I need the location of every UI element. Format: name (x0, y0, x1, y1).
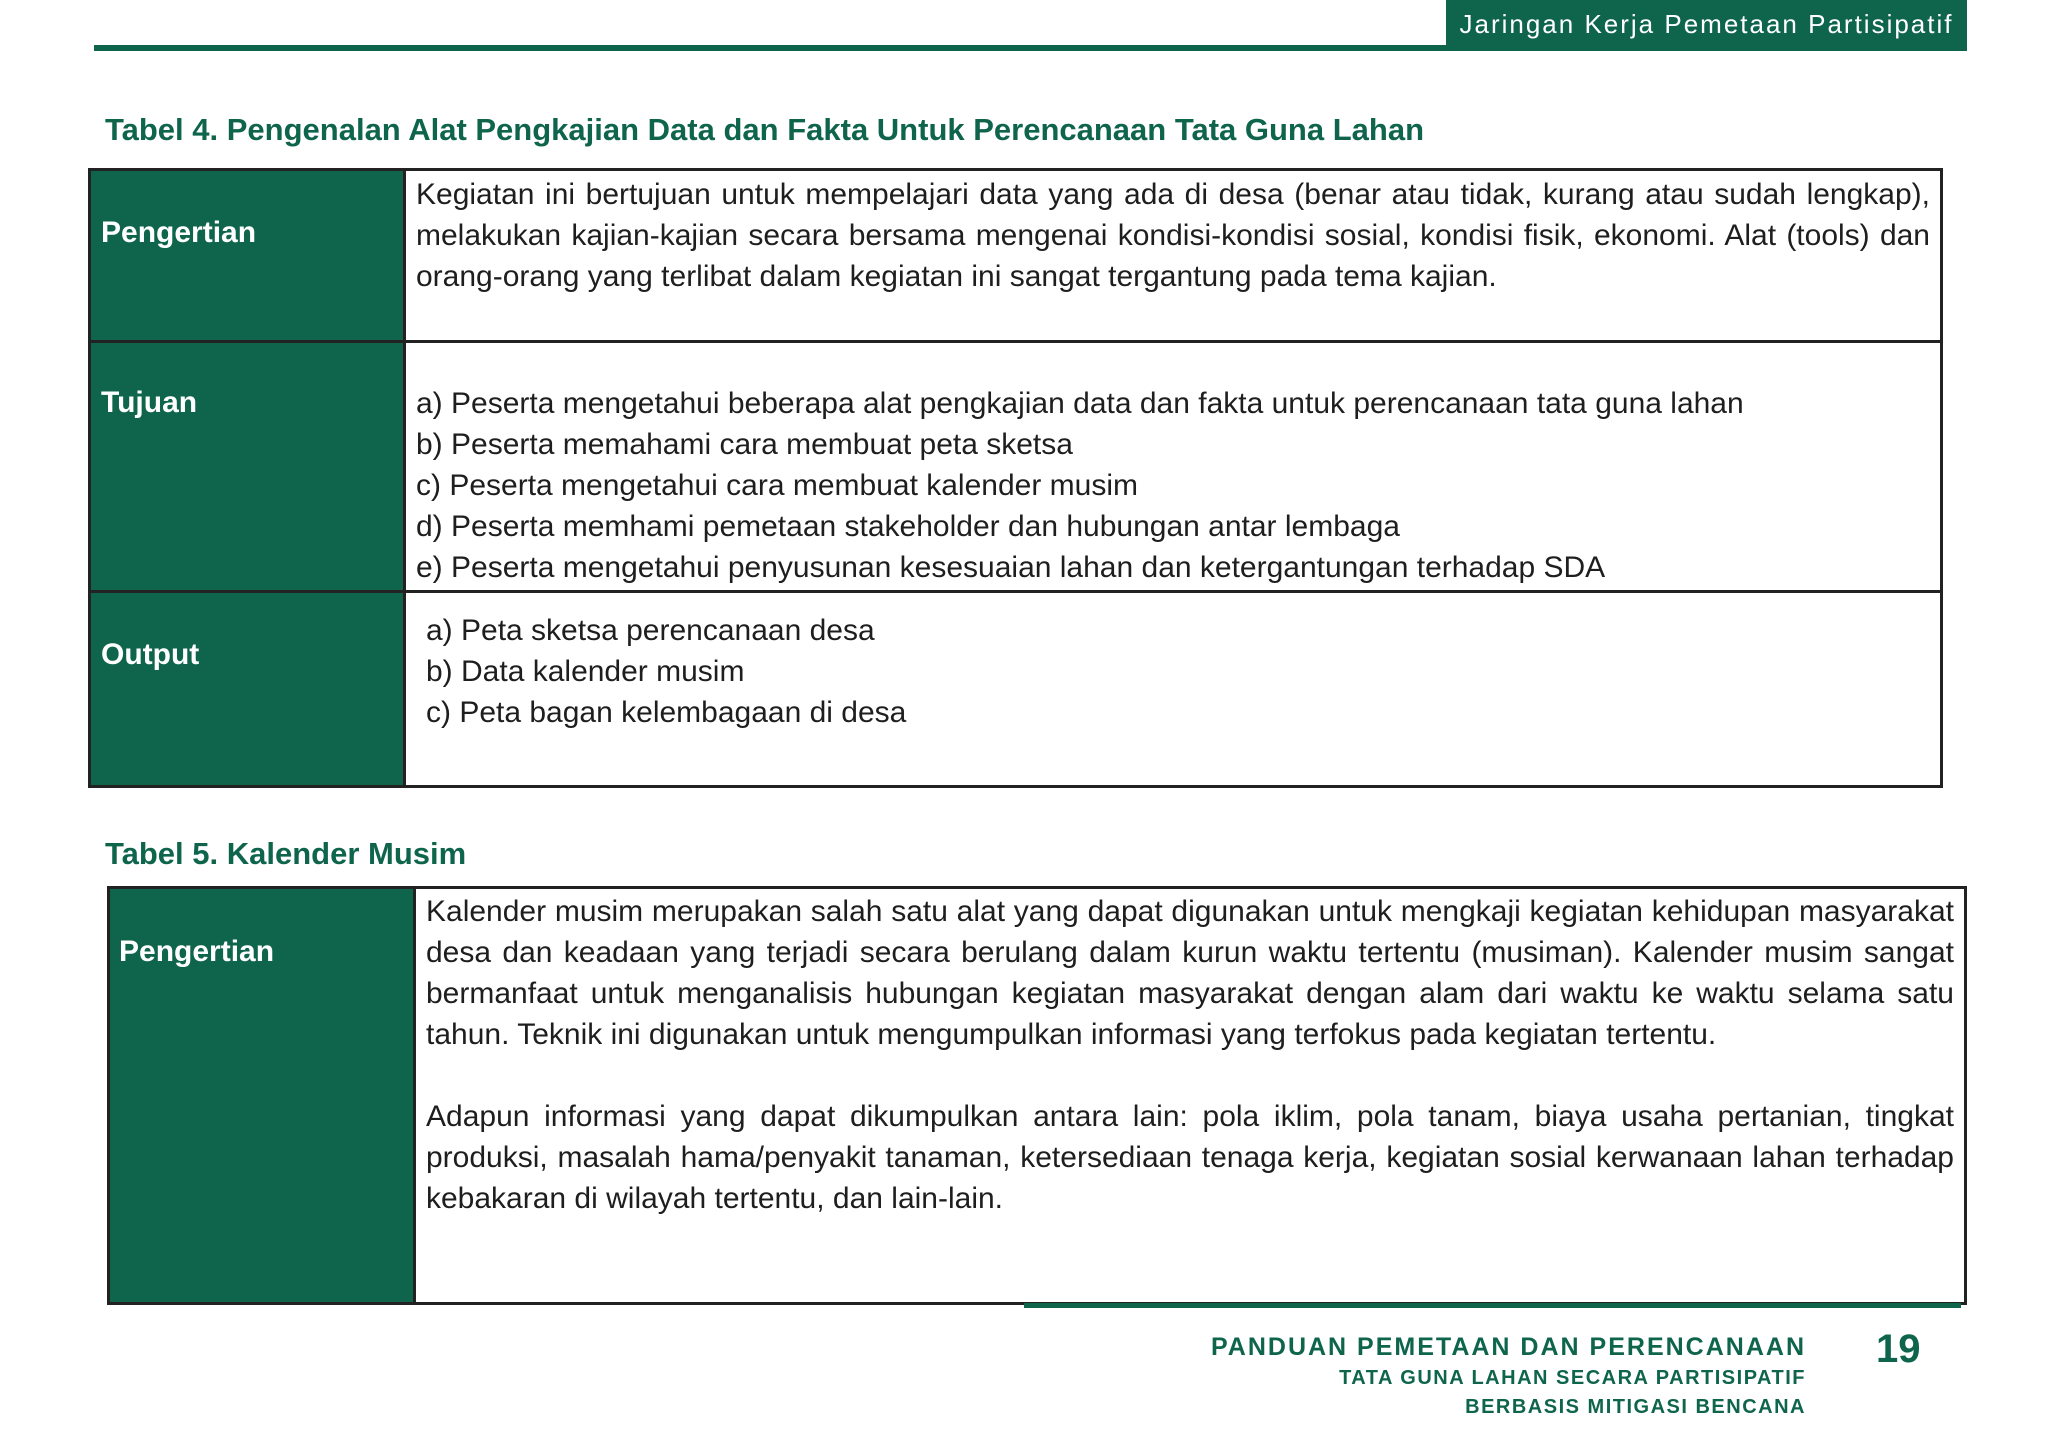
table5-row-pengertian (110, 889, 1964, 1302)
footer-line-2: TATA GUNA LAHAN SECARA PARTISIPATIF (1339, 1367, 1806, 1389)
table5-paragraph: Adapun informasi yang dapat dikumpulkan antara lain: pola iklim, pola tanam, biaya usaha pertanian, tingkat produksi, masalah hama/penyakit tanaman, ketersediaan tenaga kerja, kegiatan sosial kerwanaan lahan terhadap kebakaran di wilayah tertentu, dan lain-lain. (426, 1100, 1954, 1215)
table5-paragraph: Kalender musim merupakan salah satu alat yang dapat digunakan untuk mengkaji kegiatan kehidupan masyarakat desa dan keadaan yang terjadi secara berulang dalam kurun waktu tertentu (musiman). Kalender musim sangat bermanfaat untuk menganalisis hubungan kegiatan masyarakat dengan alam dari waktu ke waktu selama satu tahun. Teknik ini digunakan untuk mengumpulkan informasi yang terfokus pada kegiatan tertentu. (426, 895, 1954, 1051)
table4-row-pengertian (91, 171, 1940, 340)
table4-row-label-cell (91, 343, 406, 590)
list-item: d) Peserta memhami pemetaan stakeholder dan hubungan antar lembaga (416, 510, 1400, 543)
table4-row-content (406, 171, 1940, 340)
table5-row-label-cell (110, 889, 416, 1302)
footer-rule (1024, 1303, 1961, 1308)
list-item: b) Data kalender musim (426, 655, 745, 688)
table5-row-label: Pengertian (119, 935, 275, 968)
footer-book-title (1211, 1330, 1806, 1422)
table4-pengertian-text: Kegiatan ini bertujuan untuk mempelajari data yang ada di desa (benar atau tidak, kurang atau sudah lengkap), melakukan kajian-kajian secara bersama mengenai kondisi-kondisi sosial, kondisi fisik, ekonomi. Alat (tools) dan orang-orang yang terlibat dalam kegiatan ini sangat tergantung pada tema kajian. (416, 178, 1930, 293)
table4-row-label-cell (91, 593, 406, 785)
table4-row-content (406, 343, 1940, 590)
list-item: c) Peta bagan kelembagaan di desa (426, 696, 907, 729)
table4-title: Tabel 4. Pengenalan Alat Pengkajian Data dan Fakta Untuk Perencanaan Tata Guna Lahan (105, 112, 1425, 147)
table5-row-content (416, 889, 1964, 1302)
tujuan-list (416, 383, 1930, 588)
table4 (88, 168, 1943, 788)
table4-row-tujuan (91, 340, 1940, 590)
page-number: 19 (1876, 1327, 1921, 1371)
list-item: a) Peserta mengetahui beberapa alat pengkajian data dan fakta untuk perencanaan tata guna lahan (416, 387, 1744, 420)
list-item: a) Peta sketsa perencanaan desa (426, 614, 875, 647)
table4-row-content (406, 593, 1940, 785)
footer-line-1: PANDUAN PEMETAAN DAN PERENCANAAN (1210, 1333, 1806, 1361)
table5 (107, 886, 1967, 1305)
table4-row-label: Output (101, 638, 200, 671)
output-list (426, 610, 1930, 733)
footer-line-3: BERBASIS MITIGASI BENCANA (1465, 1396, 1806, 1418)
header-tab-text: Jaringan Kerja Pemetaan Partisipatif (1459, 8, 1954, 39)
table5-title: Tabel 5. Kalender Musim (105, 836, 467, 871)
header-tab (1446, 0, 1967, 48)
table4-row-label: Pengertian (101, 216, 257, 249)
list-item: e) Peserta mengetahui penyusunan kesesuaian lahan dan ketergantungan terhadap SDA (416, 551, 1606, 584)
table4-row-label-cell (91, 171, 406, 340)
list-item: b) Peserta memahami cara membuat peta sketsa (416, 428, 1073, 461)
list-item: c) Peserta mengetahui cara membuat kalender musim (416, 469, 1138, 502)
table4-row-output (91, 590, 1940, 785)
table4-row-label: Tujuan (101, 386, 198, 419)
